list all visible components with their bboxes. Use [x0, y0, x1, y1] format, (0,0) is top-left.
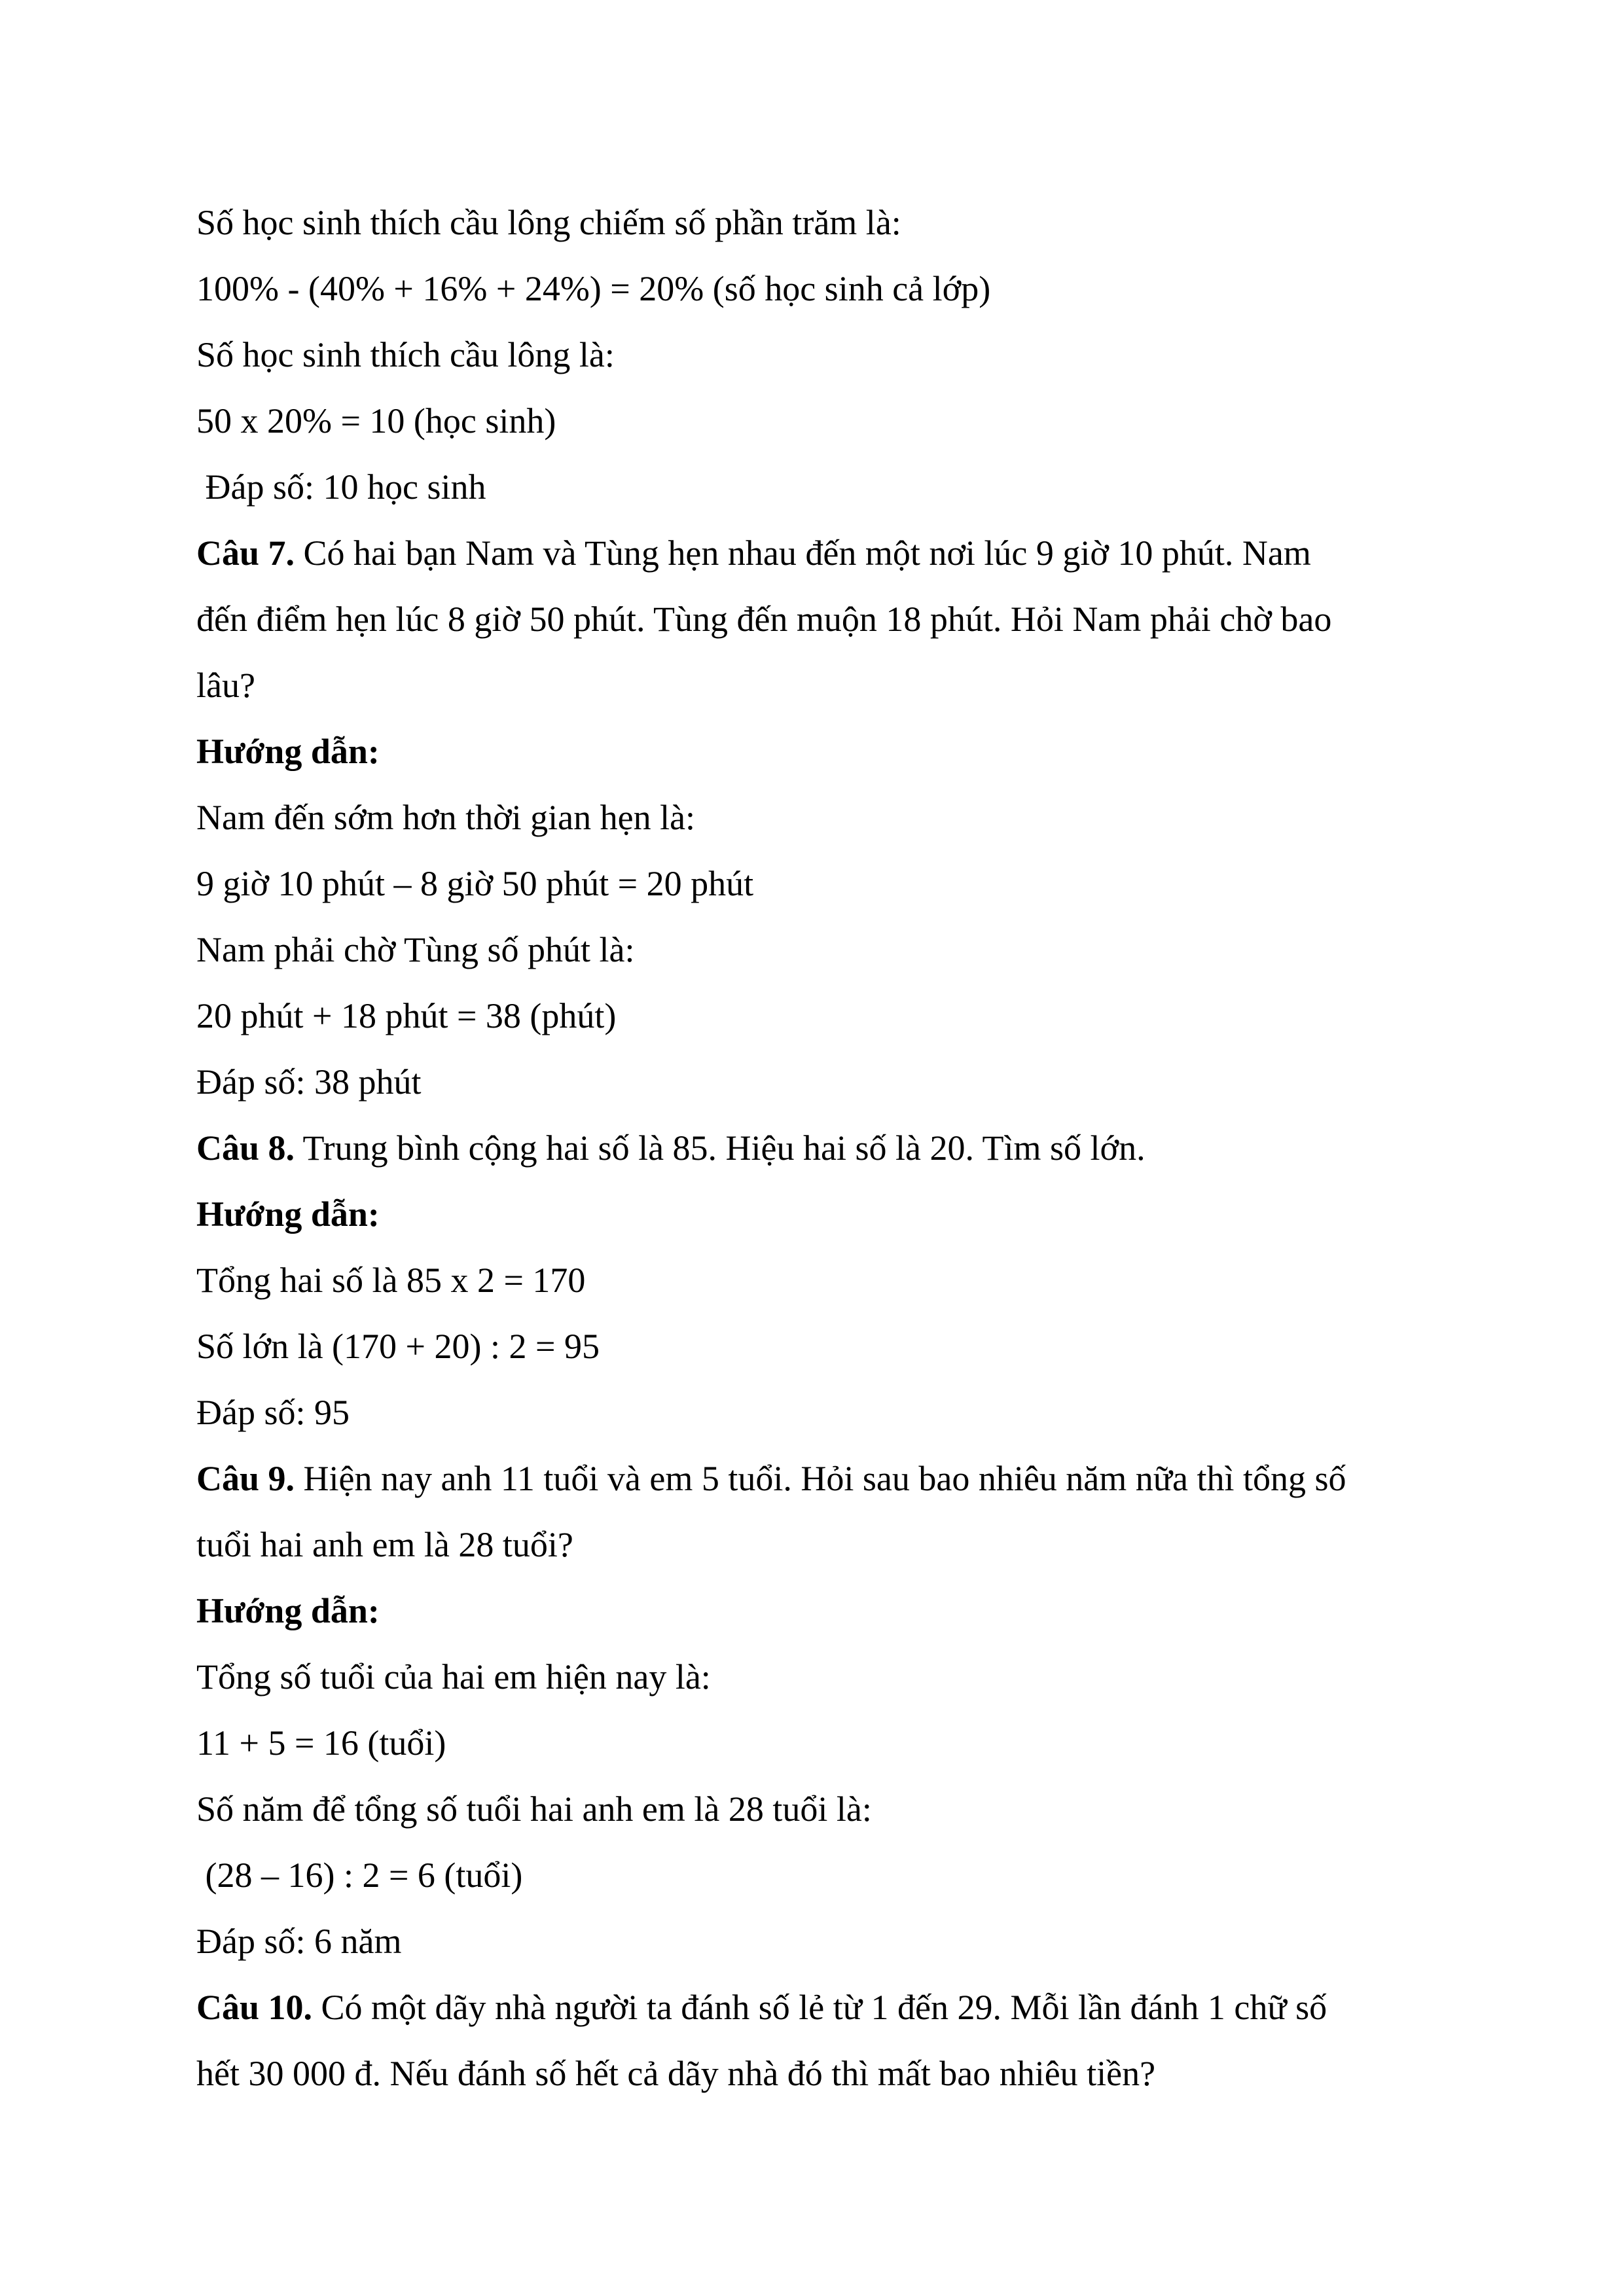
question-8-line [196, 1115, 1440, 1181]
text-line: Nam đến sớm hơn thời gian hẹn là: [196, 798, 696, 837]
answer-line: Đáp số: 6 năm [196, 1922, 402, 1961]
answer-line: Đáp số: 95 [196, 1393, 350, 1432]
formula-line: 11 + 5 = 16 (tuổi) [196, 1723, 446, 1763]
question-9-line [196, 1446, 1440, 1512]
formula-line: 50 x 20% = 10 (học sinh) [196, 401, 556, 440]
answer-line: Đáp số: 10 học sinh [196, 467, 486, 507]
question-7-label: Câu 7. [196, 533, 295, 573]
formula-line: 9 giờ 10 phút – 8 giờ 50 phút = 20 phút [196, 864, 754, 903]
text-line: Tổng số tuổi của hai em hiện nay là: [196, 1657, 711, 1696]
answer-line: Đáp số: 38 phút [196, 1062, 422, 1102]
document-page [196, 190, 1440, 2107]
text-line: lâu? [196, 666, 255, 705]
text-line: Số học sinh thích cầu lông là: [196, 335, 615, 374]
guide-heading: Hướng dẫn: [196, 1591, 380, 1630]
text-line: tuổi hai anh em là 28 tuổi? [196, 1525, 573, 1564]
question-9-label: Câu 9. [196, 1459, 295, 1498]
question-8-label: Câu 8. [196, 1128, 295, 1168]
text-line: hết 30 000 đ. Nếu đánh số hết cả dãy nhà đó thì mất bao nhiêu tiền? [196, 2054, 1156, 2093]
text-line: Số học sinh thích cầu lông chiếm số phần trăm là: [196, 203, 901, 242]
guide-heading: Hướng dẫn: [196, 1194, 380, 1234]
text-line: Số năm để tổng số tuổi hai anh em là 28 tuổi là: [196, 1789, 872, 1829]
question-7-text: Có hai bạn Nam và Tùng hẹn nhau đến một nơi lúc 9 giờ 10 phút. Nam [295, 533, 1311, 573]
question-9-text: Hiện nay anh 11 tuổi và em 5 tuổi. Hỏi sau bao nhiêu năm nữa thì tổng số [295, 1459, 1346, 1498]
question-10-line [196, 1975, 1440, 2041]
formula-line: Tổng hai số là 85 x 2 = 170 [196, 1261, 586, 1300]
formula-line: 20 phút + 18 phút = 38 (phút) [196, 996, 617, 1035]
question-7-line [196, 520, 1440, 586]
text-line: Nam phải chờ Tùng số phút là: [196, 930, 635, 969]
text-line: đến điểm hẹn lúc 8 giờ 50 phút. Tùng đến muộn 18 phút. Hỏi Nam phải chờ bao [196, 600, 1332, 639]
question-10-text: Có một dãy nhà người ta đánh số lẻ từ 1 đến 29. Mỗi lần đánh 1 chữ số [312, 1988, 1327, 2027]
question-10-label: Câu 10. [196, 1988, 313, 2027]
formula-line: (28 – 16) : 2 = 6 (tuổi) [196, 1856, 523, 1895]
question-8-text: Trung bình cộng hai số là 85. Hiệu hai số là 20. Tìm số lớn. [295, 1128, 1146, 1168]
formula-line: 100% - (40% + 16% + 24%) = 20% (số học sinh cả lớp) [196, 269, 991, 308]
guide-heading: Hướng dẫn: [196, 732, 380, 771]
formula-line: Số lớn là (170 + 20) : 2 = 95 [196, 1327, 600, 1366]
